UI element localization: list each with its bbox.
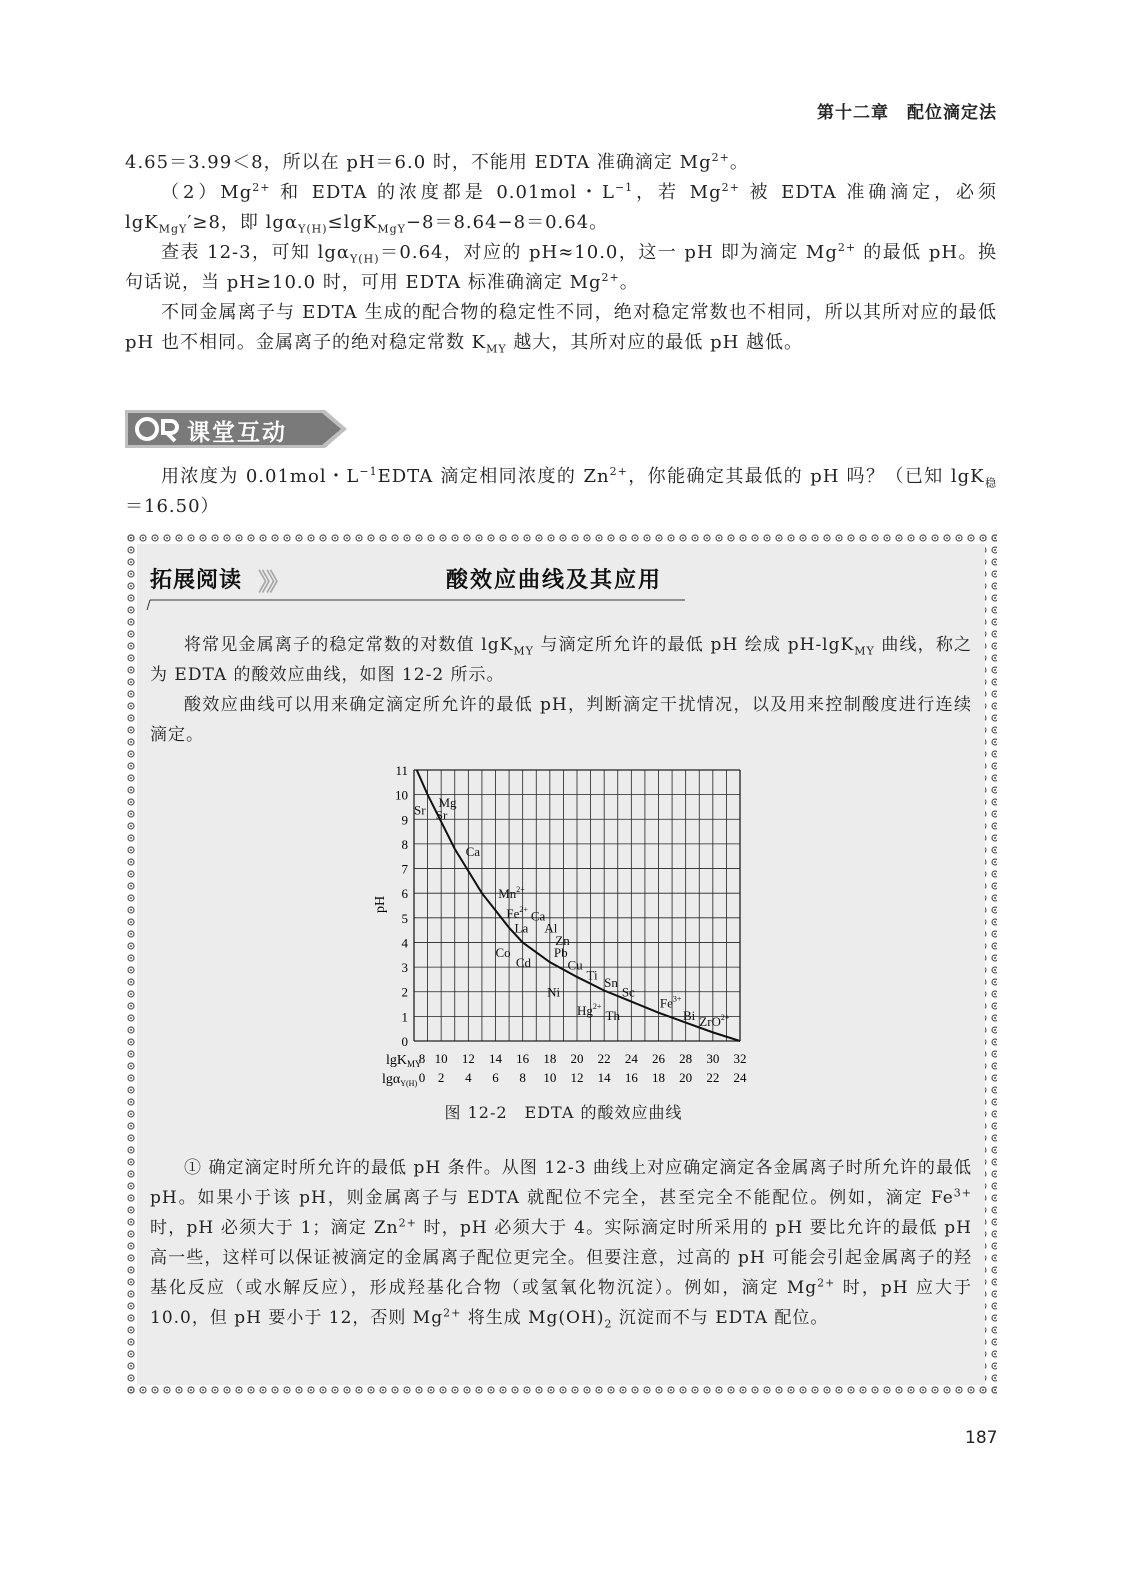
x-tick-label-lgkmy: 24: [624, 1051, 638, 1066]
x-tick-label-lgkmy: 28: [679, 1051, 693, 1066]
chart-svg: [370, 758, 770, 1093]
y-tick-label: 3: [401, 960, 408, 976]
x-tick-label-lgayh: 10: [543, 1070, 557, 1085]
chapter-title: 配位滴定法: [907, 103, 997, 123]
y-tick-label: 7: [401, 861, 408, 877]
ion-label: Th: [605, 1008, 620, 1024]
ion-label: $Mn^{2+}$: [498, 885, 525, 902]
ion-label: Mg: [438, 794, 457, 810]
running-header: [817, 98, 997, 123]
y-tick-label: 8: [401, 836, 408, 852]
x-tick-label-lgayh: 18: [652, 1070, 665, 1085]
ion-label: Ni: [547, 984, 561, 1000]
acid-effect-curve: [417, 770, 740, 1041]
ion-label: Ca: [465, 844, 481, 860]
reading-label: 拓展阅读: [150, 568, 243, 593]
x-tick-label-lgayh: 12: [570, 1070, 584, 1085]
x-tick-label-lgkmy: 16: [516, 1051, 530, 1066]
class-interaction-badge: [125, 406, 350, 452]
ion-label: Ti: [586, 967, 598, 983]
x-tick-label-lgayh: 20: [679, 1070, 693, 1085]
ion-label: Ca: [530, 908, 546, 924]
x-axis-label-lgayh: lgα$_{Y(H)}$: [382, 1072, 418, 1088]
ion-label: Zn: [555, 932, 570, 948]
x-tick-label-lgayh: 4: [465, 1070, 472, 1085]
x-tick-label-lgayh: 16: [624, 1070, 638, 1085]
main-text: [125, 148, 997, 358]
x-tick-label-lgkmy: 20: [570, 1051, 584, 1066]
page-number: 187: [965, 1428, 998, 1448]
ion-label: Co: [495, 945, 511, 961]
ion-label: $Hg^{2+}$: [577, 1002, 602, 1019]
ion-label: Sn: [604, 974, 618, 990]
ion-label: Bi: [682, 1008, 696, 1024]
paragraph-2: $(2)Mg^{2+}$ 和 EDTA 的浓度都是 0.01mol・$L^{-1}$，若 $Mg^{2+}$ 被 EDTA 准确滴定，必须 lgK$_{MgY}$′≥8，即 lgα$_{Y(H)}$≤lgK$_{MgY}$−8＝8.64−8＝0.64。: [125, 181, 998, 236]
question-text: 用浓度为 0.01mol・$L^{-1}EDTA$ 滴定相同浓度的 $Zn^{2+}$，你能确定其最低的 pH 吗？（已知 lgK$_稳$＝16.50）: [125, 465, 997, 517]
y-tick-label: 5: [401, 910, 408, 926]
chart-axes: [395, 763, 747, 1085]
y-tick-label: 6: [401, 886, 408, 902]
ion-label: Cu: [567, 957, 583, 973]
x-tick-label-lgayh: 24: [733, 1070, 747, 1085]
ion-label: ZrO$^{2+}$: [699, 1013, 730, 1030]
chart-grid: [414, 770, 740, 1041]
figure-caption: 图 12-2 EDTA 的酸效应曲线: [444, 1103, 683, 1122]
double-arrow-icon: 》》: [258, 568, 286, 596]
acid-effect-chart: [370, 758, 770, 1093]
paragraph-1: 4.65＝3.99＜8，所以在 pH＝6.0 时，不能用 EDTA 准确滴定 $Mg^{2+}$。: [125, 151, 749, 173]
ion-label: Cd: [515, 955, 532, 971]
y-axis-label: pH: [373, 895, 388, 913]
y-tick-label: 1: [401, 1009, 408, 1025]
x-axis-label-lgkmy: lgK$_{MY}$: [386, 1053, 422, 1069]
y-tick-label: 10: [395, 787, 408, 803]
ion-label: $Fe^{3+}$: [659, 994, 682, 1011]
x-tick-label-lgkmy: 22: [597, 1051, 611, 1066]
x-tick-label-lgayh: 14: [597, 1070, 611, 1085]
ion-label: Sr: [435, 807, 448, 823]
x-tick-label-lgkmy: 10: [434, 1051, 448, 1066]
reading-paragraph-1: 将常见金属离子的稳定常数的对数值 lgK$_{MY}$ 与滴定所允许的最低 pH 绘成 pH-lgK$_{MY}$ 曲线，称之为 EDTA 的酸效应曲线，如图 12-2 所示。: [150, 635, 973, 685]
reading-body: [150, 1153, 972, 1333]
reading-paragraph-2: 酸效应曲线可以用来确定滴定所允许的最低 pH，判断滴定干扰情况，以及用来控制酸度进行连续滴定。: [150, 695, 972, 745]
x-tick-label-lgayh: 22: [706, 1070, 720, 1085]
x-tick-label-lgkmy: 18: [543, 1051, 557, 1066]
ion-label: Pb: [553, 945, 568, 961]
x-tick-label-lgkmy: 12: [461, 1051, 475, 1066]
y-tick-label: 0: [401, 1034, 408, 1049]
ion-label: Al: [544, 920, 558, 936]
x-tick-label-lgayh: 6: [492, 1070, 499, 1085]
ion-label: Sc: [621, 984, 635, 1000]
reading-paragraph-3: ① 确定滴定时所允许的最低 pH 条件。从图 12-3 曲线上对应确定滴定各金属离子时所允许的最低 pH。如果小于该 pH，则金属离子与 EDTA 就配位不完全，甚至完全不能配位。例如，滴定 $Fe^{3+}$ 时，pH 必须大于 1；滴定 $Zn^{2+}$ 时，pH 必须大于 4。实际滴定时所采用的 pH 要比允许的最低 pH 高一些，这样可以保证被滴定的金属离子配位更完全。但要注意，过高的 pH 可能会引起金属离子的羟基化反应（或水解反应），形成羟基化合物（或氢氧化物沉淀）。例如，滴定 $Mg^{2+}$ 时，pH 应大于 10.0，但 pH 要小于 12，否则 $Mg^{2+}$ 将生成 $Mg(OH)_2$ 沉淀而不与 EDTA 配位。: [150, 1158, 972, 1331]
chapter-number: 第十二章: [817, 103, 889, 123]
ion-labels: [414, 795, 730, 1029]
y-tick-label: 2: [401, 984, 408, 1000]
x-tick-label-lgayh: 2: [437, 1070, 445, 1085]
paragraph-4: 不同金属离子与 EDTA 生成的配合物的稳定性不同，绝对稳定常数也不相同，所以其所对应的最低 pH 也不相同。金属离子的绝对稳定常数 $K_{MY}$ 越大，其所对应的最低 pH 越低。: [125, 302, 997, 356]
x-tick-label-lgkmy: 26: [652, 1051, 665, 1066]
x-tick-label-lgayh: 0: [418, 1070, 426, 1085]
x-tick-label-lgkmy: 14: [489, 1051, 502, 1066]
ion-label: La: [514, 920, 529, 936]
badge-label: 课堂互动: [187, 420, 287, 446]
x-tick-label-lgayh: 8: [519, 1070, 526, 1085]
reading-intro: [150, 630, 972, 750]
y-tick-label: 11: [395, 763, 408, 778]
x-tick-label-lgkmy: 8: [418, 1051, 426, 1066]
x-tick-label-lgkmy: 30: [706, 1051, 720, 1066]
paragraph-3: 查表 12-3，可知 lgα$_{Y(H)}$＝0.64，对应的 pH≈10.0，这一 pH 即为滴定 $Mg^{2+}$ 的最低 pH。换句话说，当 pH≥10.0 时，可用 EDTA 标准确滴定 $Mg^{2+}$。: [125, 241, 997, 293]
ion-label: $Fe^{2+}$: [506, 904, 528, 921]
reading-title: 酸效应曲线及其应用: [446, 568, 663, 593]
ion-label: Sr: [414, 802, 426, 818]
y-tick-label: 9: [401, 812, 408, 828]
y-tick-label: 4: [401, 935, 408, 951]
x-tick-label-lgkmy: 32: [733, 1051, 747, 1066]
